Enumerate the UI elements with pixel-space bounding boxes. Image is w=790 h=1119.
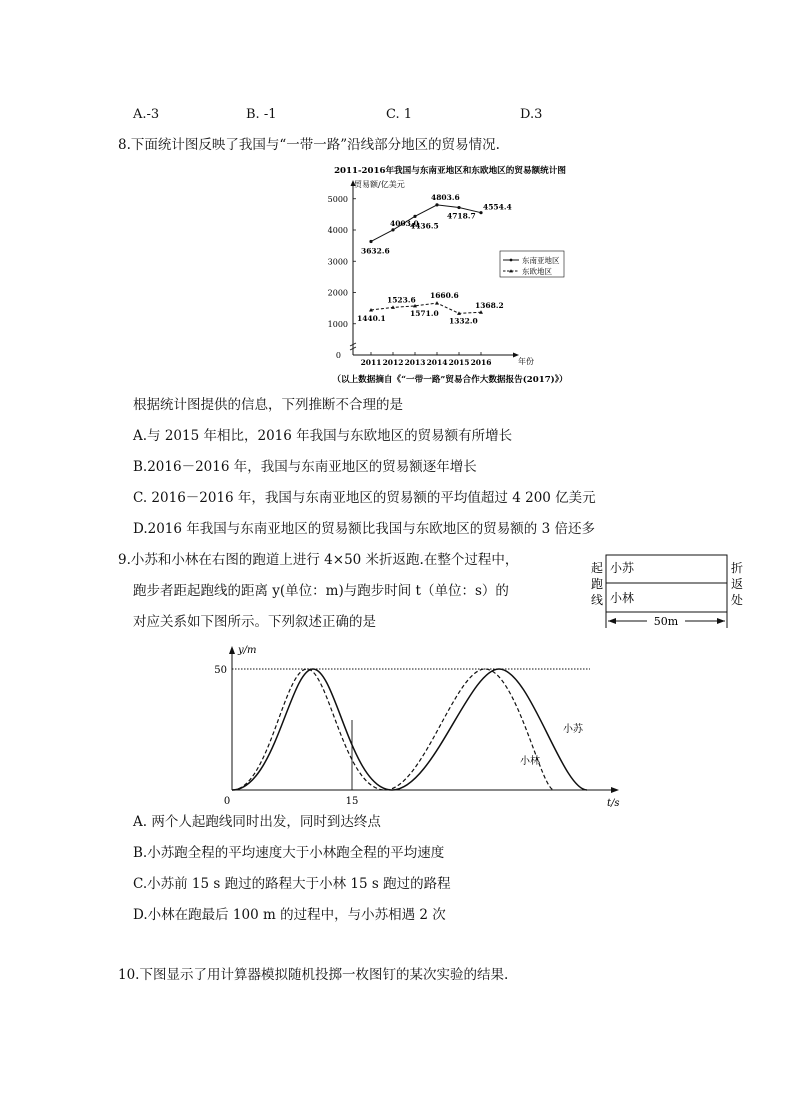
trade-chart-data-label: 4554.4 (483, 202, 512, 212)
trade-chart-data-label: 4436.5 (410, 221, 439, 231)
trade-chart-yticks (328, 195, 356, 360)
trade-chart-data-label: 1440.1 (357, 313, 386, 323)
q8-option-a: A.与 2015 年相比，2016 年我国与东欧地区的贸易额有所增长 (133, 428, 513, 444)
trade-chart-data-label: 1523.6 (387, 295, 416, 305)
q8-option-d: D.2016 年我国与东南亚地区的贸易额比我国与东欧地区的贸易额的 3 倍还多 (133, 521, 595, 537)
trade-chart-data-label: 4803.6 (431, 192, 460, 202)
graph-x-marker: 15 (345, 796, 359, 807)
trade-chart-data-label: 1571.0 (410, 308, 439, 318)
track-lane-su: 小苏 (610, 561, 635, 575)
q8-option-c: C. 2016－2016 年，我国与东南亚地区的贸易额的平均值超过 4 200 亿美元 (133, 490, 596, 506)
track-turn-char-3: 处 (731, 593, 744, 607)
q9-option-a: A. 两个人起跑线同时出发，同时到达终点 (133, 814, 381, 830)
trade-chart-ylabel: 贸易额/亿美元 (354, 180, 405, 189)
track-length-label: 50m (653, 615, 679, 628)
trade-chart-ytick-label: 5000 (327, 194, 348, 204)
trade-chart-point (413, 215, 416, 218)
q8-question: 根据统计图提供的信息，下列推断不合理的是 (133, 397, 403, 413)
trade-chart-xtick-label: 2012 (382, 358, 404, 367)
q9-option-d: D.小林在跑最后 100 m 的过程中，与小苏相遇 2 次 (133, 907, 446, 923)
trade-chart-xticks (361, 352, 492, 367)
trade-chart-xtick-label: 2016 (470, 358, 492, 367)
trade-chart-xtick-label: 2014 (426, 358, 448, 367)
trade-chart-point (457, 206, 460, 209)
graph-series-su (232, 669, 587, 790)
trade-chart-title: 2011-2016年我国与东南亚地区和东欧地区的贸易额统计图 (334, 166, 566, 176)
trade-chart-point (435, 203, 438, 206)
track-diagram (585, 548, 780, 636)
trade-chart-data-label: 1368.2 (475, 301, 504, 311)
q8-option-b: B.2016－2016 年，我国与东南亚地区的贸易额逐年增长 (133, 459, 477, 475)
trade-chart-data-label: 1660.6 (430, 291, 459, 301)
q7-option-b: B. -1 (246, 107, 277, 122)
graph-origin: 0 (223, 796, 231, 807)
trade-chart-data-label: 1332.0 (449, 316, 478, 326)
graph-xlabel: t/s (607, 798, 620, 809)
distance-time-graph (205, 640, 635, 815)
trade-chart-data-label: 4718.7 (447, 211, 476, 221)
trade-chart-legend-label: 东欧地区 (522, 267, 552, 276)
trade-chart-legend (500, 251, 564, 277)
q8-stem: 8.下面统计图反映了我国与“一带一路”沿线部分地区的贸易情况. (118, 137, 500, 153)
trade-chart-point (391, 228, 394, 231)
q9-stem-line-3: 对应关系如下图所示。下列叙述正确的是 (133, 614, 376, 630)
graph-label-su: 小苏 (563, 724, 583, 735)
q9-stem-line-1: 9.小苏和小林在右图的跑道上进行 4×50 米折返跑.在整个过程中， (118, 552, 519, 568)
trade-chart-xtick-label: 2013 (404, 358, 426, 367)
graph-label-lin: 小林 (520, 756, 540, 767)
track-start-char-2: 跑 (591, 577, 604, 591)
trade-chart-xtick-label: 2015 (448, 358, 470, 367)
trade-chart-xtick-label: 2011 (360, 358, 382, 367)
trade-chart-xlabel: 年份 (518, 357, 534, 366)
trade-chart-data-label: 3632.6 (361, 246, 390, 256)
track-turn-char-2: 返 (731, 577, 744, 591)
graph-ylabel: y/m (238, 645, 257, 656)
q10-stem: 10.下图显示了用计算器模拟随机投掷一枚图钉的某次实验的结果. (118, 967, 509, 983)
graph-y-marker: 50 (214, 665, 227, 676)
trade-chart-legend-label: 东南亚地区 (522, 256, 560, 265)
trade-chart-source: （以上数据摘自《“一带一路”贸易合作大数据报告(2017)》） (332, 375, 568, 385)
q9-stem-line-2: 跑步者距起跑线的距离 y(单位：m)与跑步时间 t（单位：s）的 (133, 583, 509, 599)
trade-chart (310, 160, 590, 388)
trade-chart-series (357, 193, 512, 325)
track-start-char-3: 线 (591, 593, 604, 607)
track-start-char-1: 起 (591, 561, 604, 575)
q7-option-d: D.3 (520, 107, 543, 122)
trade-chart-ytick-label: 4000 (327, 226, 348, 235)
track-lane-lin: 小林 (610, 591, 635, 605)
q7-option-c: C. 1 (386, 107, 413, 122)
trade-chart-data-label: 4003.0 (390, 218, 419, 228)
trade-chart-ytick-label: 2000 (327, 288, 348, 298)
q9-option-c: C.小苏前 15 s 跑过的路程大于小林 15 s 跑过的路程 (133, 876, 451, 892)
trade-chart-ytick-label: 0 (335, 351, 341, 360)
track-turn-char-1: 折 (731, 561, 744, 575)
trade-chart-ytick-label: 3000 (327, 257, 348, 267)
q7-option-a: A.-3 (133, 107, 160, 122)
trade-chart-point (369, 240, 372, 243)
q9-option-b: B.小苏跑全程的平均速度大于小林跑全程的平均速度 (133, 845, 445, 861)
trade-chart-ytick-label: 1000 (327, 319, 348, 329)
